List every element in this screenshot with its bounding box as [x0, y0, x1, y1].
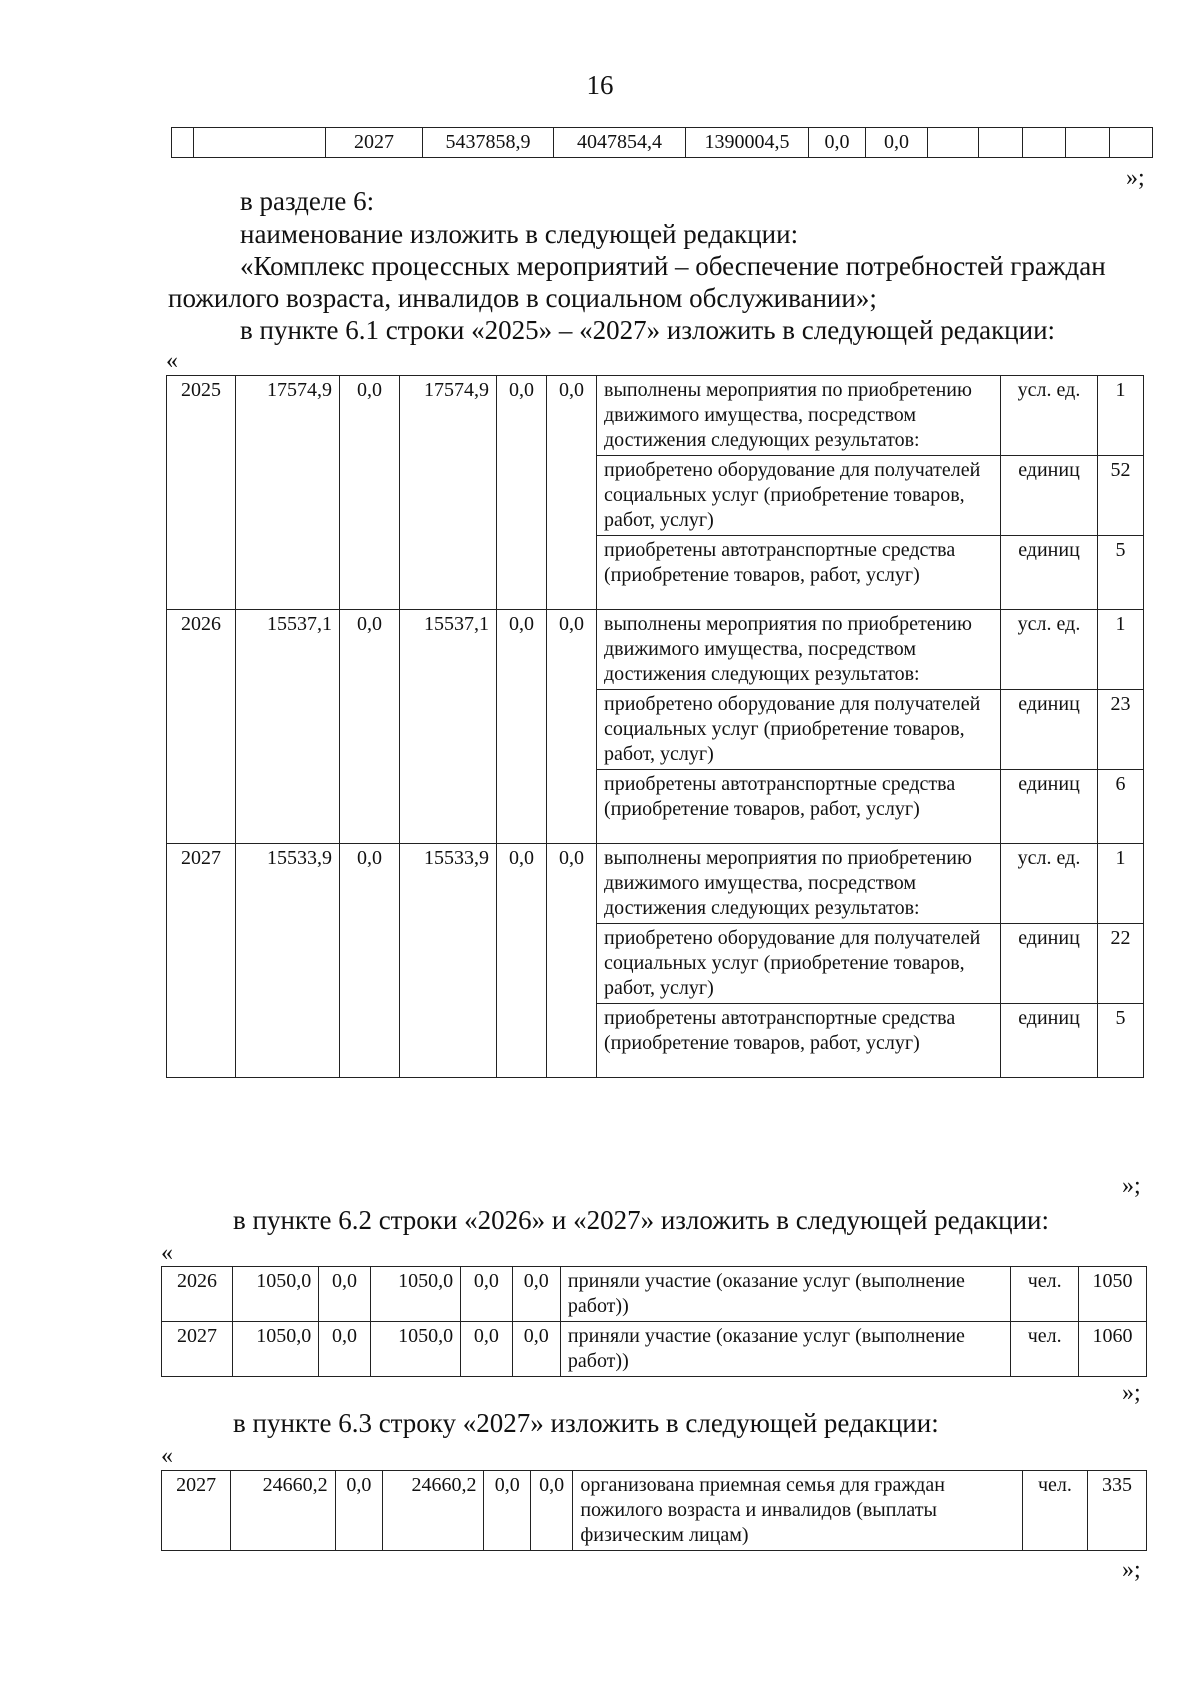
value-cell: 335 [1088, 1471, 1147, 1551]
amount-cell: 0,0 [547, 376, 597, 610]
value-cell: 1 [1098, 376, 1144, 456]
table-point-6-3 [161, 1470, 1147, 1551]
amount-cell: 0,0 [340, 844, 400, 1078]
amount-cell: 0,0 [547, 610, 597, 844]
point-6-2-instruction: в пункте 6.2 строки «2026» и «2027» изложить в следующей редакции: [233, 1205, 1049, 1235]
year-cell: 2026 [162, 1267, 233, 1322]
table-cell: 2027 [326, 128, 423, 158]
section-heading: в разделе 6: [240, 186, 375, 216]
table-cell [194, 128, 326, 158]
table-cell [979, 128, 1023, 158]
page-number: 16 [586, 70, 614, 100]
result-description-cell: организована приемная семья для граждан пожилого возраста и инвалидов (выплаты физическим лицам) [573, 1471, 1023, 1551]
value-cell: 22 [1098, 924, 1144, 1004]
value-cell: 1 [1098, 610, 1144, 690]
unit-cell: единиц [1001, 456, 1098, 536]
table-cell: 0,0 [866, 128, 928, 158]
amount-cell: 1050,0 [370, 1267, 460, 1322]
table-cell [928, 128, 979, 158]
amount-cell: 24660,2 [383, 1471, 484, 1551]
result-description-cell: приняли участие (оказание услуг (выполнение работ)) [560, 1267, 1010, 1322]
result-description-cell: приобретены автотранспортные средства (приобретение товаров, работ, услуг) [597, 536, 1001, 610]
value-cell: 1 [1098, 844, 1144, 924]
unit-cell: усл. ед. [1001, 844, 1098, 924]
table-cell [1023, 128, 1066, 158]
amount-cell: 0,0 [512, 1267, 560, 1322]
amount-cell: 0,0 [340, 610, 400, 844]
unit-cell: чел. [1011, 1267, 1079, 1322]
value-cell: 6 [1098, 770, 1144, 844]
name-instruction: наименование изложить в следующей редакции: [240, 219, 799, 249]
table-point-6-2 [161, 1266, 1147, 1377]
total-cell: 1050,0 [232, 1322, 318, 1377]
result-description-cell: приобретено оборудование для получателей социальных услуг (приобретение товаров, работ, услуг) [597, 924, 1001, 1004]
table-cell: 5437858,9 [423, 128, 554, 158]
unit-cell: единиц [1001, 924, 1098, 1004]
result-description-cell: приобретены автотранспортные средства (приобретение товаров, работ, услуг) [597, 770, 1001, 844]
table-point-6-1 [166, 375, 1144, 1078]
amount-cell: 15533,9 [400, 844, 497, 1078]
total-cell: 17574,9 [236, 376, 340, 610]
result-description-cell: приобретено оборудование для получателей социальных услуг (приобретение товаров, работ, услуг) [597, 456, 1001, 536]
table-row [172, 128, 1153, 158]
year-cell: 2027 [162, 1322, 233, 1377]
amount-cell: 0,0 [335, 1471, 383, 1551]
table-row [167, 844, 1144, 924]
amount-cell: 0,0 [340, 376, 400, 610]
unit-cell: единиц [1001, 770, 1098, 844]
table-row [162, 1322, 1147, 1377]
table-cell: 0,0 [809, 128, 866, 158]
amount-cell: 0,0 [319, 1322, 370, 1377]
table-row [162, 1267, 1147, 1322]
complex-title-line-1: «Комплекс процессных мероприятий – обеспечение потребностей граждан [240, 251, 1106, 281]
amount-cell: 0,0 [484, 1471, 531, 1551]
unit-cell: единиц [1001, 536, 1098, 610]
result-description-cell: выполнены мероприятия по приобретению движимого имущества, посредством достижения следующих результатов: [597, 376, 1001, 456]
total-cell: 24660,2 [231, 1471, 335, 1551]
table-row [162, 1471, 1147, 1551]
value-cell: 5 [1098, 1004, 1144, 1078]
table-cell [172, 128, 194, 158]
amount-cell: 0,0 [497, 376, 547, 610]
closing-quote-mark: »; [1122, 1557, 1141, 1583]
year-cell: 2025 [167, 376, 236, 610]
unit-cell: единиц [1001, 690, 1098, 770]
value-cell: 52 [1098, 456, 1144, 536]
value-cell: 1060 [1079, 1322, 1147, 1377]
amount-cell: 0,0 [319, 1267, 370, 1322]
value-cell: 1050 [1079, 1267, 1147, 1322]
opening-quote-mark: « [161, 1443, 173, 1469]
total-cell: 15533,9 [236, 844, 340, 1078]
point-6-1-instruction: в пункте 6.1 строки «2025» – «2027» изложить в следующей редакции: [240, 315, 1056, 345]
opening-quote-mark: « [166, 348, 178, 374]
total-cell: 1050,0 [232, 1267, 318, 1322]
unit-cell: чел. [1011, 1322, 1079, 1377]
result-description-cell: приняли участие (оказание услуг (выполнение работ)) [560, 1322, 1010, 1377]
amount-cell: 1050,0 [370, 1322, 460, 1377]
continuation-table-row [171, 127, 1153, 158]
unit-cell: чел. [1022, 1471, 1087, 1551]
closing-quote-mark: »; [1122, 1380, 1141, 1406]
table-cell: 4047854,4 [554, 128, 686, 158]
amount-cell: 0,0 [547, 844, 597, 1078]
table-cell [1110, 128, 1153, 158]
unit-cell: единиц [1001, 1004, 1098, 1078]
year-cell: 2026 [167, 610, 236, 844]
amount-cell: 0,0 [497, 844, 547, 1078]
amount-cell: 0,0 [512, 1322, 560, 1377]
result-description-cell: выполнены мероприятия по приобретению движимого имущества, посредством достижения следующих результатов: [597, 610, 1001, 690]
year-cell: 2027 [162, 1471, 231, 1551]
closing-quote-mark: »; [1122, 1173, 1141, 1199]
amount-cell: 0,0 [530, 1471, 572, 1551]
amount-cell: 0,0 [461, 1322, 512, 1377]
result-description-cell: приобретены автотранспортные средства (приобретение товаров, работ, услуг) [597, 1004, 1001, 1078]
table-row [167, 610, 1144, 690]
result-description-cell: выполнены мероприятия по приобретению движимого имущества, посредством достижения следующих результатов: [597, 844, 1001, 924]
amount-cell: 17574,9 [400, 376, 497, 610]
table-cell: 1390004,5 [686, 128, 809, 158]
amount-cell: 15537,1 [400, 610, 497, 844]
value-cell: 23 [1098, 690, 1144, 770]
opening-quote-mark: « [161, 1240, 173, 1266]
value-cell: 5 [1098, 536, 1144, 610]
table-row [167, 376, 1144, 456]
amount-cell: 0,0 [497, 610, 547, 844]
table-cell [1066, 128, 1110, 158]
complex-title-line-2: пожилого возраста, инвалидов в социальном обслуживании»; [168, 283, 877, 313]
unit-cell: усл. ед. [1001, 610, 1098, 690]
closing-quote-mark: »; [1126, 165, 1145, 191]
point-6-3-instruction: в пункте 6.3 строку «2027» изложить в следующей редакции: [233, 1408, 939, 1438]
total-cell: 15537,1 [236, 610, 340, 844]
result-description-cell: приобретено оборудование для получателей социальных услуг (приобретение товаров, работ, услуг) [597, 690, 1001, 770]
amount-cell: 0,0 [461, 1267, 512, 1322]
year-cell: 2027 [167, 844, 236, 1078]
unit-cell: усл. ед. [1001, 376, 1098, 456]
